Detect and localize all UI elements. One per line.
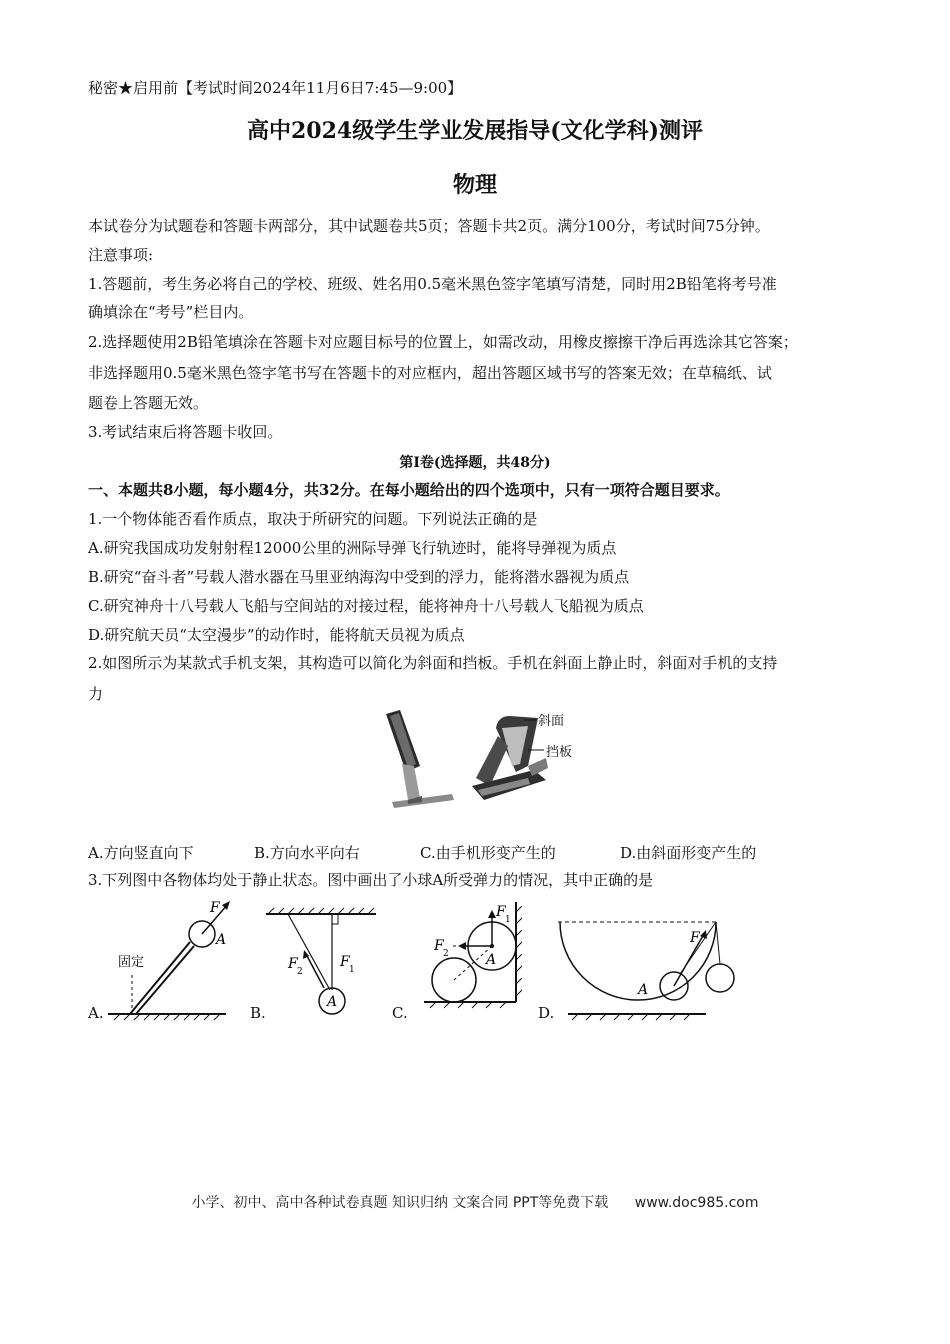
- empty-stand-icon: [472, 716, 548, 800]
- svg-text:A: A: [327, 994, 338, 1010]
- q2-option-b: B.方向水平向右: [254, 844, 360, 862]
- hanging-ball-diagram: [264, 904, 384, 1024]
- subject-title: 物理: [452, 172, 497, 198]
- svg-text:1: 1: [505, 915, 511, 925]
- notice-1b: 确填涂在“考号”栏目内。: [88, 303, 254, 321]
- secret-header: 秘密★启用前【考试时间2024年11月6日7:45—9:00】: [88, 79, 463, 97]
- svg-text:1: 1: [349, 965, 355, 975]
- svg-text:F: F: [340, 954, 350, 970]
- svg-text:F: F: [210, 900, 220, 916]
- section-heading: 第I卷(选择题，共48分): [399, 455, 551, 471]
- svg-text:A: A: [216, 932, 227, 948]
- notice-2b: 非选择题用0.5毫米黑色签字笔书写在答题卡的对应框内，超出答题区域书写的答案无效；在草稿纸、试: [88, 364, 772, 382]
- part1-heading: 一、本题共8小题，每小题4分，共32分。在每小题给出的四个选项中，只有一项符合题目要求。: [88, 481, 730, 499]
- phone-stand-photo: [378, 706, 598, 816]
- q3-option-d: D.: [538, 1004, 555, 1022]
- q1-option-d: D.研究航天员“太空漫步”的动作时，能将航天员视为质点: [88, 626, 465, 644]
- q3-stem: 3.下列图中各物体均处于静止状态。图中画出了小球A所受弹力的情况，其中正确的是: [88, 871, 654, 889]
- exam-title: 高中2024级学生学业发展指导(文化学科)测评: [246, 118, 704, 144]
- q1-option-c: C.研究神舟十八号载人飞船与空间站的对接过程，能将神舟十八号载人飞船视为质点: [88, 597, 644, 615]
- footer-site-link[interactable]: www.doc985.com: [634, 1195, 759, 1211]
- page-footer: [0, 1192, 950, 1212]
- q2-option-a: A.方向竖直向下: [88, 844, 194, 862]
- svg-text:F: F: [434, 938, 444, 954]
- bowl-ball-diagram: [556, 912, 746, 1022]
- notice-heading: 注意事项:: [88, 246, 154, 264]
- stacked-balls-diagram: [420, 898, 532, 1010]
- q3-option-c: C.: [392, 1004, 408, 1022]
- notice-3: 3.考试结束后将答题卡收回。: [88, 423, 283, 441]
- ball-on-rod-diagram: [104, 896, 254, 1026]
- q3-option-b: B.: [250, 1004, 266, 1022]
- q2-stem-b: 力: [88, 685, 104, 703]
- svg-text:F: F: [690, 930, 700, 946]
- q2-option-d: D.由斜面形变产生的: [620, 844, 757, 862]
- notice-2a: 2.选择题使用2B铅笔填涂在答题卡对应题目标号的位置上，如需改动，用橡皮擦擦干净后再选涂其它答案；: [88, 333, 798, 351]
- q1-stem: 1.一个物体能否看作质点，取决于所研究的问题。下列说法正确的是: [88, 510, 538, 528]
- svg-text:F: F: [496, 904, 506, 920]
- intro-text: 本试卷分为试题卷和答题卡两部分，其中试题卷共5页；答题卡共2页。满分100分，考试时间75分钟。: [88, 217, 770, 235]
- svg-text:F: F: [288, 956, 298, 972]
- q2-stem-a: 2.如图所示为某款式手机支架，其构造可以简化为斜面和挡板。手机在斜面上静止时，斜面对手机的支持: [88, 654, 778, 672]
- q2-option-c: C.由手机形变产生的: [420, 844, 556, 862]
- svg-text:A: A: [486, 952, 497, 968]
- footer-text: 小学、初中、高中各种试卷真题 知识归纳 文案合同 PPT等免费下载: [191, 1195, 609, 1211]
- svg-text:A: A: [638, 982, 649, 998]
- svg-text:2: 2: [297, 967, 303, 977]
- notice-1a: 1.答题前，考生务必将自己的学校、班级、姓名用0.5毫米黑色签字笔填写清楚，同时用2B铅笔将考号准: [88, 275, 777, 293]
- notice-2c: 题卷上答题无效。: [88, 394, 209, 412]
- q1-option-b: B.研究“奋斗者”号载人潜水器在马里亚纳海沟中受到的浮力，能将潜水器视为质点: [88, 568, 630, 586]
- q3-option-a: A.: [88, 1004, 104, 1022]
- label-slope: 斜面: [538, 714, 565, 729]
- label-board: 挡板: [546, 745, 573, 760]
- q1-option-a: A.研究我国成功发射射程12000公里的洲际导弹飞行轨迹时，能将导弹视为质点: [88, 539, 617, 557]
- svg-text:2: 2: [443, 949, 449, 959]
- fixed-label: 固定: [118, 955, 145, 970]
- phone-on-stand-icon: [386, 710, 454, 808]
